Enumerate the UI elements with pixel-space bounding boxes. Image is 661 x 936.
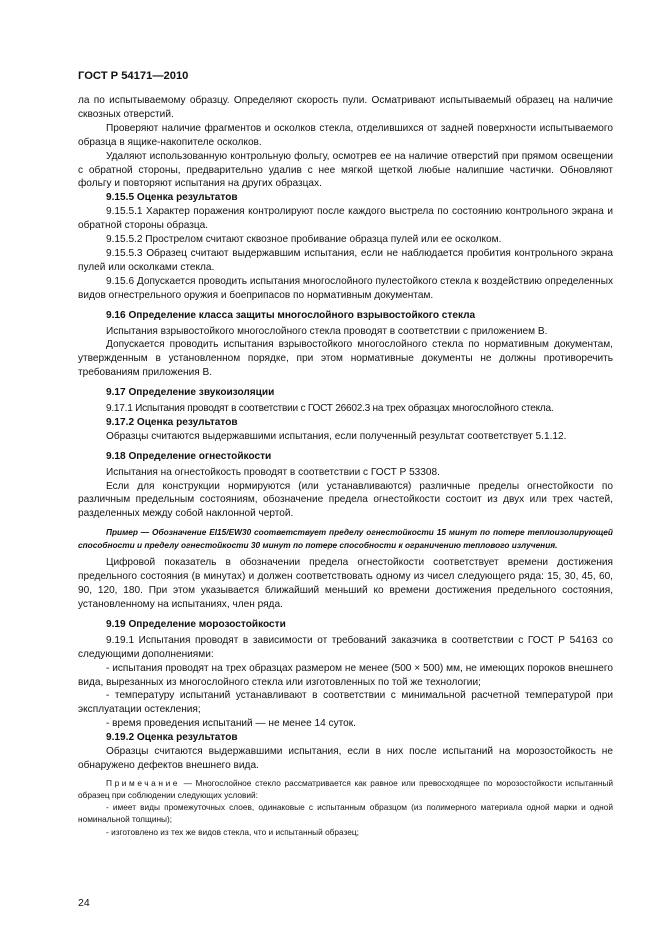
section-heading-9-17: 9.17 Определение звукоизоляции <box>106 387 275 399</box>
page-number: 24 <box>78 897 90 909</box>
paragraph: Проверяют наличие фрагментов и осколков стекла, отделившихся от задней поверхности испытываемого образца в ящике-накопителе осколков. <box>78 122 613 148</box>
paragraph: Если для конструкции нормируются (или устанавливаются) различные пределы огнестойкости по различным предельным состояниям, обозначение предела огнестойкости состоит из двух или трех частей, разделенных между собой наклонной чертой. <box>78 480 613 520</box>
paragraph: Образцы считаются выдержавшими испытания, если в них после испытаний на морозостойкость не обнаружено дефектов внешнего вида. <box>78 746 613 771</box>
note-label: Примечание <box>106 777 181 788</box>
section-heading-9-15-5: 9.15.5 Оценка результатов <box>106 192 238 204</box>
note <box>78 777 613 801</box>
section-heading-9-17-2: 9.17.2 Оценка результатов <box>106 416 238 428</box>
list-item: - испытания проводят на трех образцах размером не менее (500 × 500) мм, не имеющих пороков внешнего вида, вырезанных из многослойного стекла или изготовленных по той же технологии; <box>78 662 613 688</box>
paragraph: 9.15.5.3 Образец считают выдержавшим испытания, если не наблюдается пробития контрольного экрана пулей или осколками стекла. <box>78 247 613 273</box>
note-list-item: - изготовлено из тех же видов стекла, что и испытанный образец; <box>106 826 359 837</box>
note-list-item: - имеет виды промежуточных слоев, одинаковые с испытанным образцом (из полимерного материала одной марки и одной номинальной толщины); <box>78 802 613 825</box>
paragraph: Испытания взрывостойкого многослойного стекла проводят в соответствии с приложением В. <box>106 325 548 337</box>
list-item: - время проведения испытаний — не менее 14 суток. <box>106 718 356 730</box>
paragraph: 9.19.1 Испытания проводят в зависимости от требований заказчика в соответствии с ГОСТ Р 54163 со следующими дополнениями: <box>78 634 613 660</box>
section-heading-9-19: 9.19 Определение морозостойкости <box>106 618 286 630</box>
page-body <box>78 94 613 838</box>
paragraph: ла по испытываемому образцу. Определяют скорость пули. Осматривают испытываемый образец на наличие сквозных отверстий. <box>78 95 613 120</box>
paragraph: Образцы считаются выдержавшими испытания, если полученный результат соответствует 5.1.12. <box>106 430 567 442</box>
paragraph: Допускается проводить испытания взрывостойкого многослойного стекла по нормативным документам, утвержденным в установленном порядке, при этом нормативные документы не должны противоречить требованиям приложения В. <box>78 339 613 379</box>
paragraph: 9.15.5.2 Прострелом считают сквозное пробивание образца пулей или ее осколком. <box>106 234 502 246</box>
paragraph: 9.15.6 Допускается проводить испытания многослойного пулестойкого стекла к воздействию определенных видов огнестрельного оружия и боеприпасов по нормативным документам. <box>78 275 613 301</box>
example-text: Пример — Обозначение EI15/EW30 соответствует пределу огнестойкости 15 минут по потере теплоизолирующей способности и пределу огнестойкости 30 минут по потере способности к ограничению теплового излучения. <box>78 527 613 550</box>
paragraph: 9.15.5.1 Характер поражения контролируют после каждого выстрела по состоянию контрольного экрана и обратной стороны образца. <box>78 206 613 232</box>
section-heading-9-18: 9.18 Определение огнестойкости <box>106 450 272 462</box>
paragraph: 9.17.1 Испытания проводят в соответствии с ГОСТ 26602.3 на трех образцах многослойного стекла. <box>106 403 554 415</box>
section-heading-9-19-2: 9.19.2 Оценка результатов <box>106 732 238 744</box>
note-text: — Многослойное стекло рассматривается как равное или превосходящее по морозостойкости испытанный образец при соблюдении следующих условий: <box>78 777 613 801</box>
paragraph: Испытания на огнестойкость проводят в соответствии с ГОСТ Р 53308. <box>106 466 440 478</box>
section-heading-9-16: 9.16 Определение класса защиты многослойного взрывостойкого стекла <box>106 309 476 321</box>
paragraph: Цифровой показатель в обозначении предела огнестойкости соответствует времени достижения предельного состояния (в минутах) и должен соответствовать одному из чисел следующего ряда: 15, 30, 45, 60, 90, 120, 180. При этом указывается ближайший меньший ко времени достижения предельного состояния, установленному на испытаниях, член ряда. <box>78 557 613 610</box>
paragraph: Удаляют использованную контрольную фольгу, осмотрев ее на наличие отверстий при прямом освещении с обратной стороны, предварительно удалив с нее мягкой щеткой любые налипшие частички. Обновляют фольгу и повторяют испытания на других образцах. <box>78 150 613 190</box>
page-header: ГОСТ Р 54171—2010 <box>78 70 189 82</box>
list-item: - температуру испытаний устанавливают в соответствии с минимальной расчетной температурой при эксплуатации остекления; <box>78 690 613 716</box>
